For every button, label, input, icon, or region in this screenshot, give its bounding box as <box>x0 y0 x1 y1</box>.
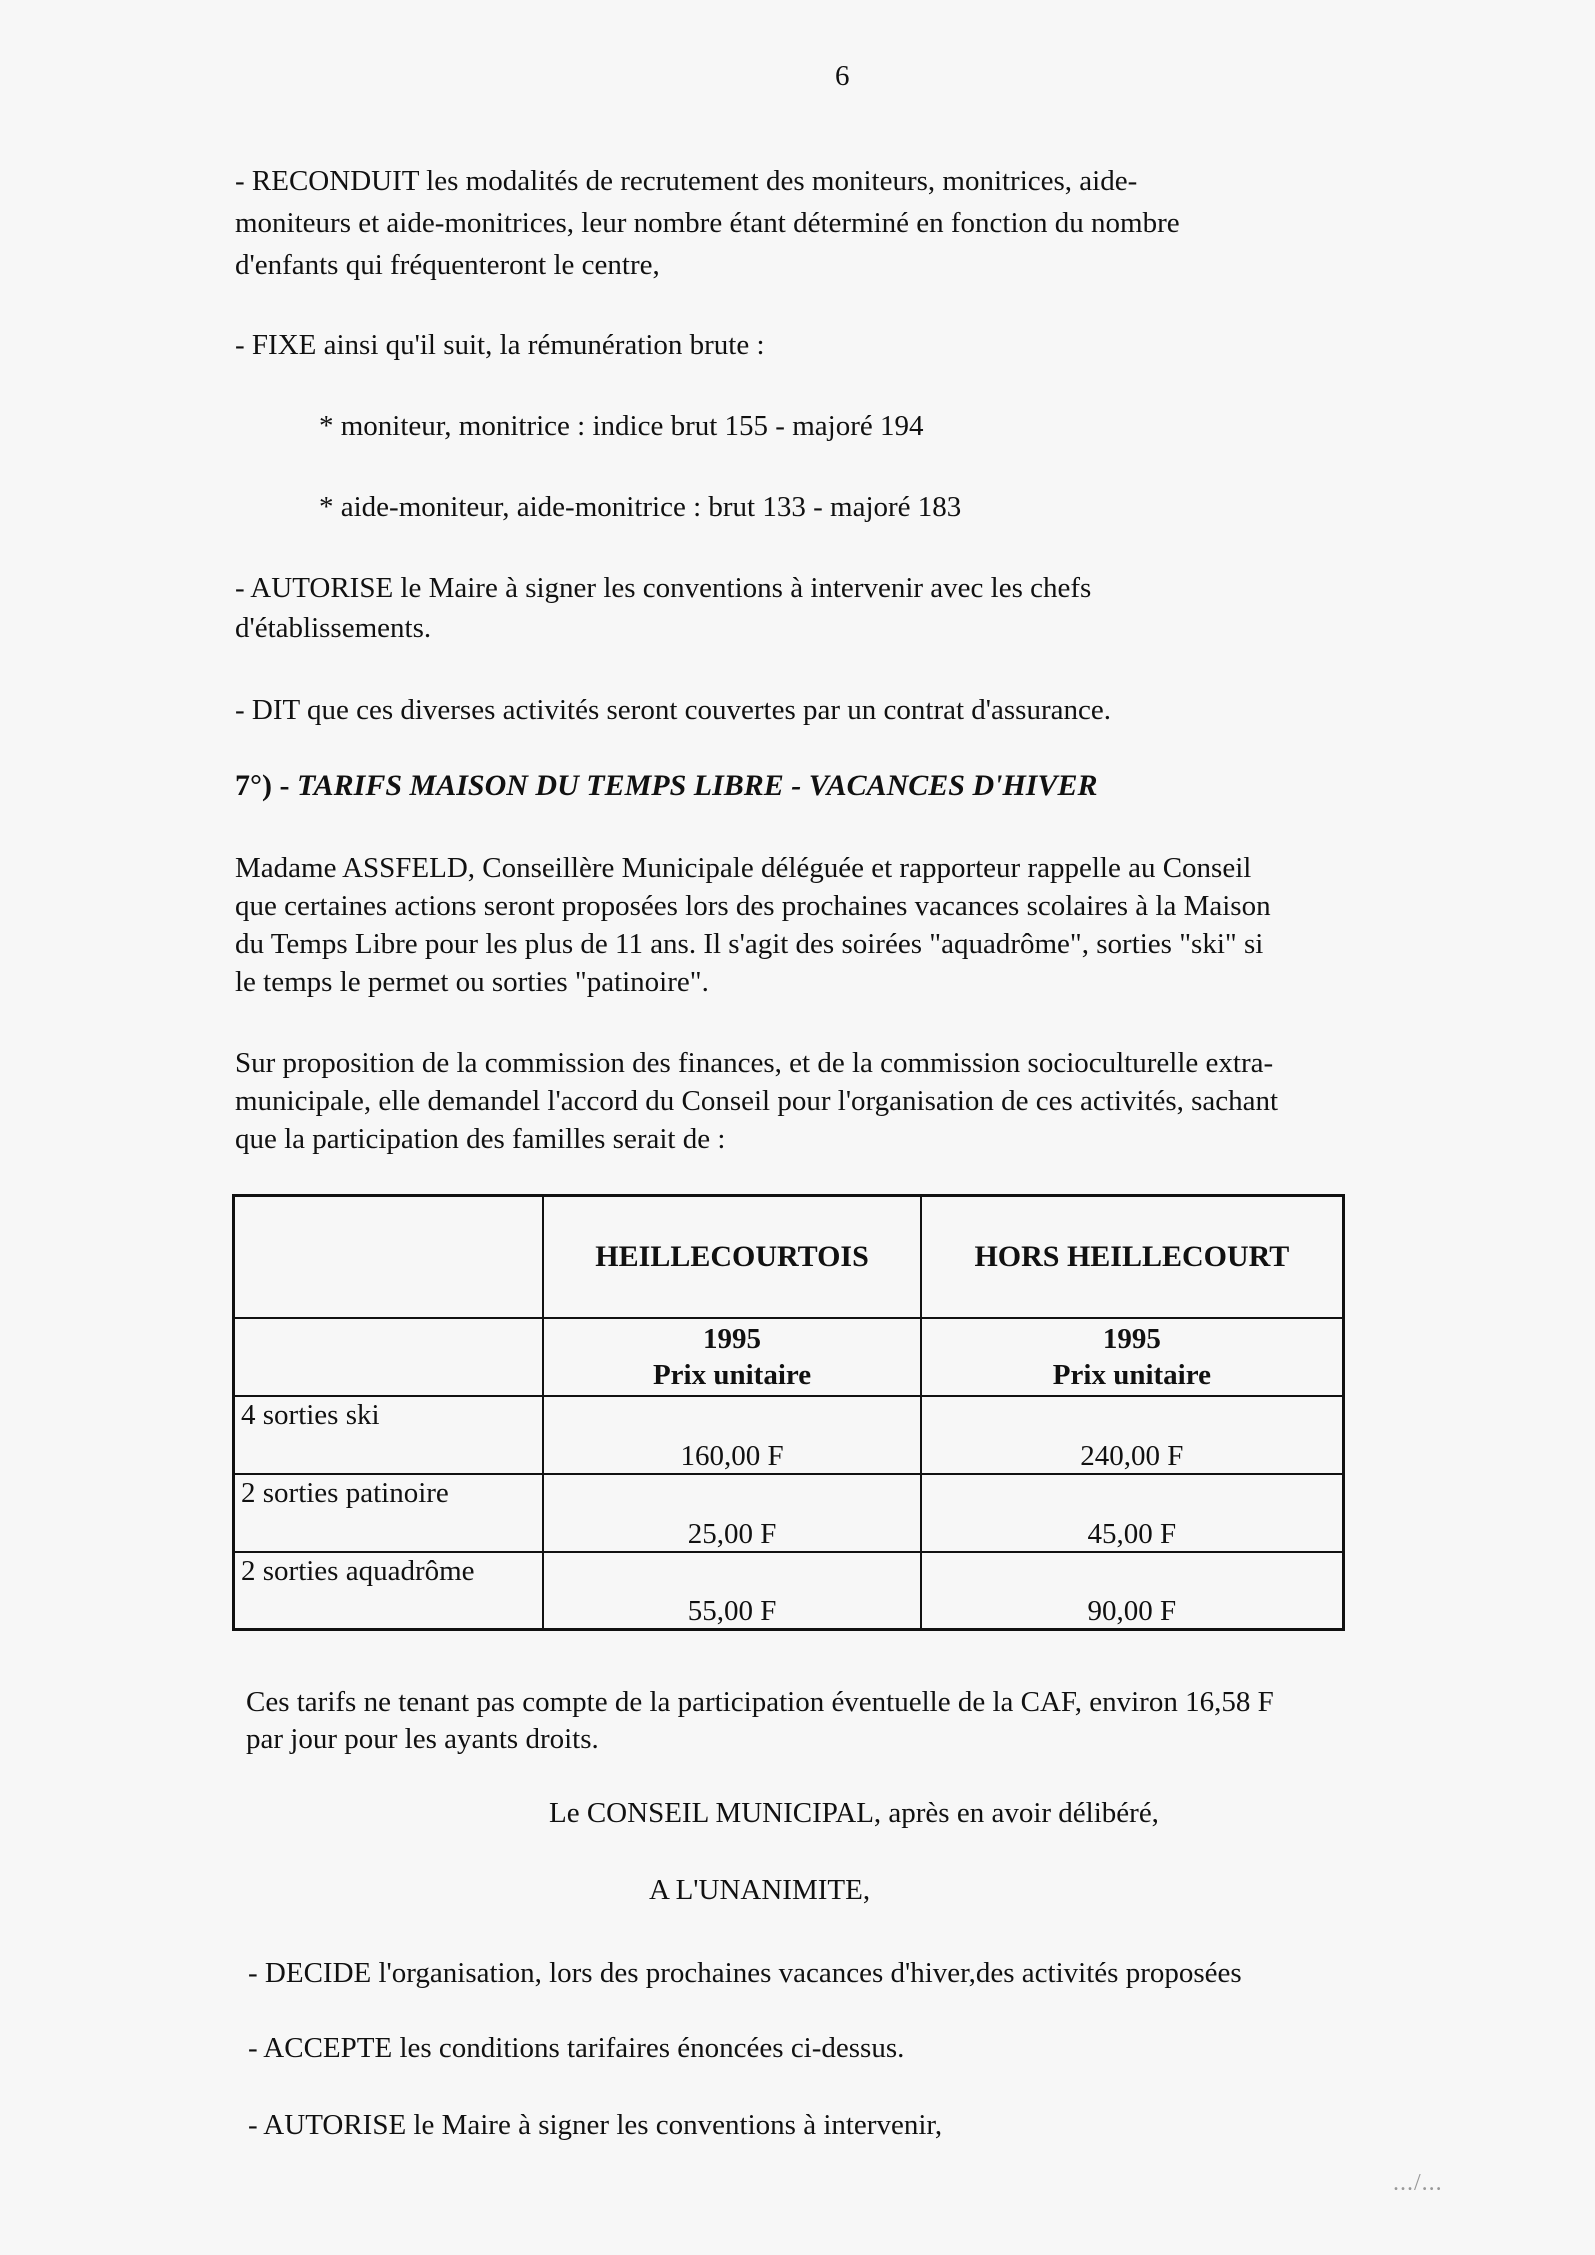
price-heillecourtois: 55,00 F <box>543 1552 920 1630</box>
row-label: 2 sorties aquadrôme <box>234 1552 544 1630</box>
price-hors-heillecourt: 240,00 F <box>921 1396 1344 1474</box>
caf-note <box>246 1684 1376 1758</box>
continuation-mark: .../... <box>1393 2170 1443 2196</box>
text-line: - AUTORISE le Maire à signer les conventions à intervenir avec les chefs <box>235 572 1092 604</box>
subheader-hors-heillecourt <box>921 1318 1344 1396</box>
tariff-table <box>232 1194 1345 1631</box>
text-line: que la participation des familles serait de : <box>235 1123 726 1155</box>
subheader-label: Prix unitaire <box>1052 1358 1211 1391</box>
subheader-year: 1995 <box>1102 1322 1161 1355</box>
decide-line: - DECIDE l'organisation, lors des prochaines vacances d'hiver,des activités proposées <box>248 1957 1242 1989</box>
header-heillecourtois: HEILLECOURTOIS <box>543 1196 920 1318</box>
text-line: que certaines actions seront proposées lors des prochaines vacances scolaires à la Maison <box>235 890 1271 922</box>
proposition-paragraph <box>235 1045 1365 1158</box>
subheader-empty <box>234 1318 544 1396</box>
intro-paragraph <box>235 850 1365 1001</box>
table-header-row <box>234 1196 1344 1318</box>
text-line: - RECONDUIT les modalités de recrutement des moniteurs, monitrices, aide- <box>235 165 1138 197</box>
text-line: municipale, elle demandel l'accord du Conseil pour l'organisation de ces activités, sachant <box>235 1085 1279 1117</box>
section-number: 7°) - <box>235 769 297 802</box>
table-row <box>234 1396 1344 1474</box>
row-label: 4 sorties ski <box>234 1396 544 1474</box>
table-row <box>234 1474 1344 1552</box>
text-line: d'enfants qui fréquenteront le centre, <box>235 249 660 281</box>
conseil-line: Le CONSEIL MUNICIPAL, après en avoir délibéré, <box>549 1797 1159 1829</box>
header-hors-heillecourt: HORS HEILLECOURT <box>921 1196 1344 1318</box>
fixe-line: - FIXE ainsi qu'il suit, la rémunération brute : <box>235 329 765 361</box>
text-line: Ces tarifs ne tenant pas compte de la participation éventuelle de la CAF, environ 16,58 F <box>246 1686 1274 1718</box>
price-heillecourtois: 25,00 F <box>543 1474 920 1552</box>
row-label: 2 sorties patinoire <box>234 1474 544 1552</box>
subheader-year: 1995 <box>703 1322 762 1355</box>
table-row <box>234 1552 1344 1630</box>
bullet-aide-moniteur: * aide-moniteur, aide-monitrice : brut 133 - majoré 183 <box>319 491 962 523</box>
subheader-heillecourtois <box>543 1318 920 1396</box>
text-line: Madame ASSFELD, Conseillère Municipale déléguée et rapporteur rappelle au Conseil <box>235 852 1252 884</box>
price-hors-heillecourt: 90,00 F <box>921 1552 1344 1630</box>
price-hors-heillecourt: 45,00 F <box>921 1474 1344 1552</box>
section-heading <box>235 769 1098 803</box>
text-line: moniteurs et aide-monitrices, leur nombre étant déterminé en fonction du nombre <box>235 207 1180 239</box>
header-empty <box>234 1196 544 1318</box>
text-line: d'établissements. <box>235 612 432 644</box>
text-line: Sur proposition de la commission des finances, et de la commission socioculturelle extra- <box>235 1047 1274 1079</box>
autorise-line: - AUTORISE le Maire à signer les conventions à intervenir, <box>248 2109 943 2141</box>
unanimite-line: A L'UNANIMITE, <box>649 1874 871 1906</box>
dit-line: - DIT que ces diverses activités seront couvertes par un contrat d'assurance. <box>235 694 1111 726</box>
text-line: le temps le permet ou sorties "patinoire". <box>235 966 709 998</box>
page-number: 6 <box>835 60 850 92</box>
bullet-moniteur: * moniteur, monitrice : indice brut 155 - majoré 194 <box>319 410 924 442</box>
section-title: TARIFS MAISON DU TEMPS LIBRE - VACANCES D'HIVER <box>296 769 1098 802</box>
price-heillecourtois: 160,00 F <box>543 1396 920 1474</box>
text-line: par jour pour les ayants droits. <box>246 1723 599 1755</box>
autorise-paragraph <box>235 570 1365 647</box>
text-line: du Temps Libre pour les plus de 11 ans. Il s'agit des soirées "aquadrôme", sorties "ski" si <box>235 928 1264 960</box>
subheader-label: Prix unitaire <box>652 1358 812 1391</box>
accepte-line: - ACCEPTE les conditions tarifaires énoncées ci-dessus. <box>248 2032 905 2064</box>
table-subheader-row <box>234 1318 1344 1396</box>
reconduit-paragraph <box>235 163 1365 284</box>
